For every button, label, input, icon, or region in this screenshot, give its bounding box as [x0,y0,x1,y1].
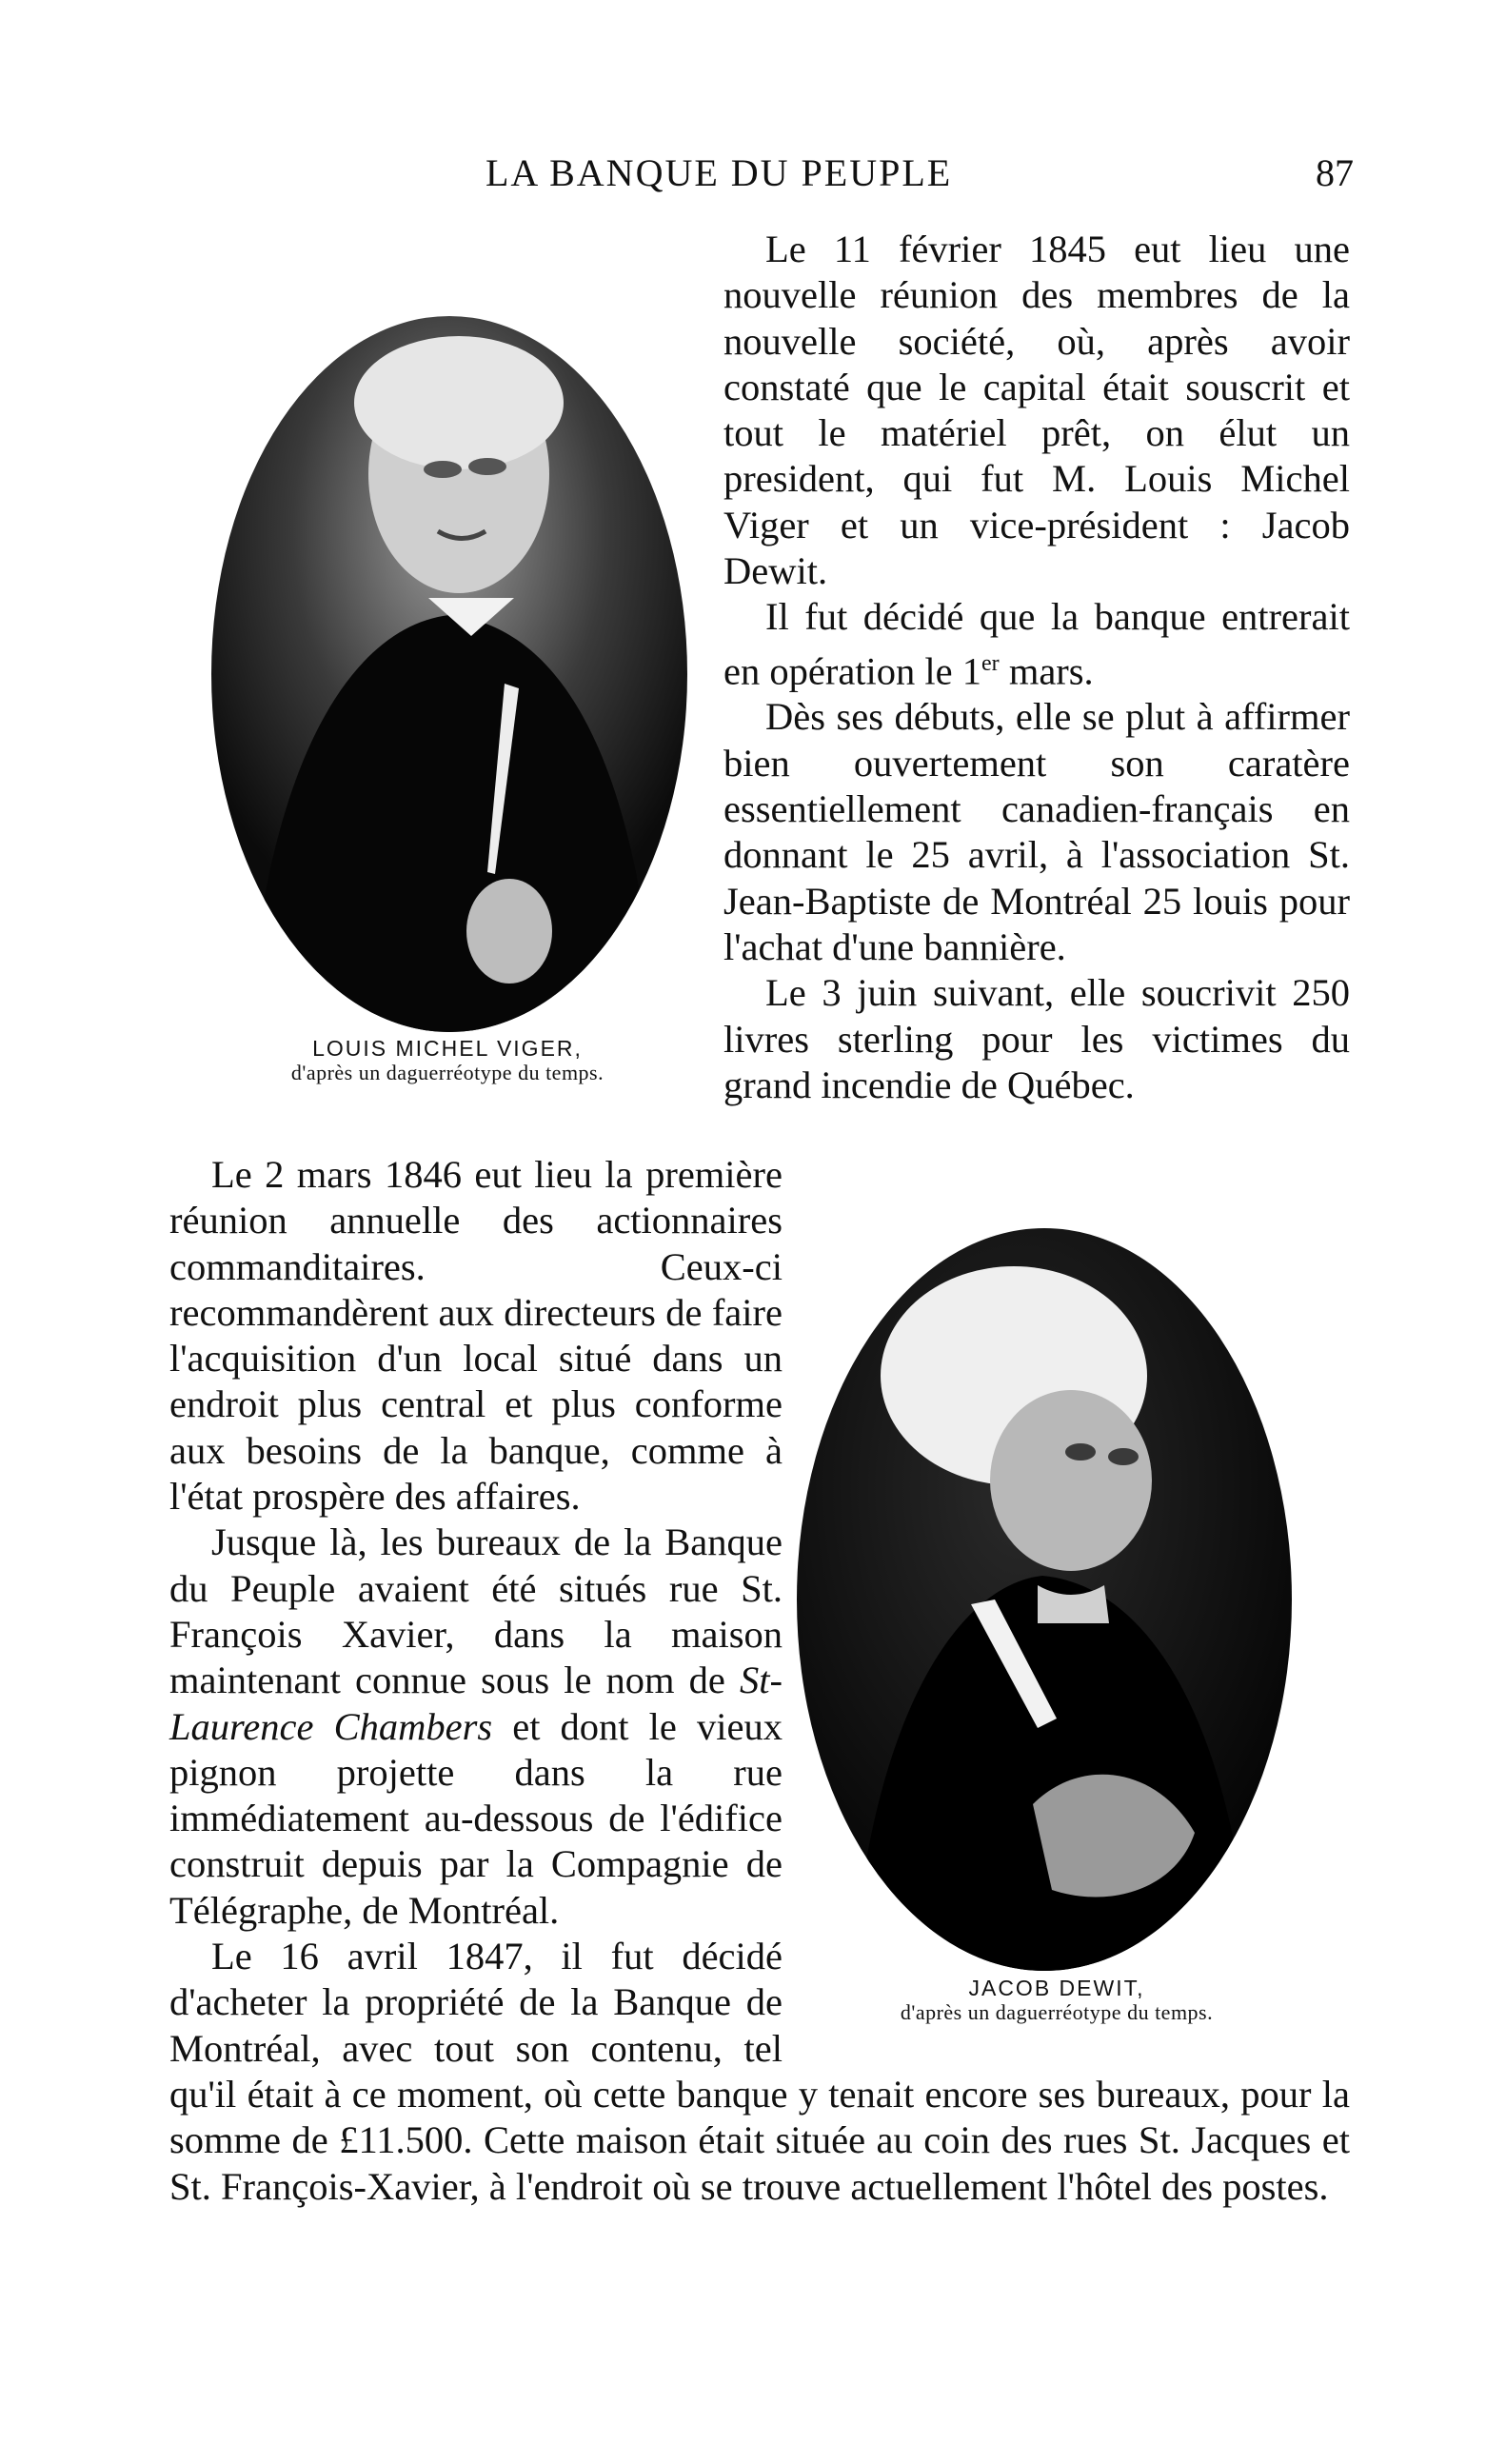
paragraph-text: et dont le vieux pignon projette dans la rue immédiatement au-dessous de l'édifice construit depuis par la Compagnie de Télégraphe, de Montréal. [169,1704,783,1932]
caption-name: JACOB DEWIT, [968,1976,1145,2000]
caption-subtitle: d'après un daguerréotype du temps. [290,1061,604,1085]
caption-subtitle: d'après un daguerréotype du temps. [900,2000,1214,2025]
paragraph-text: Le 11 février 1845 eut lieu une nouvelle réunion des membres de la nouvelle société, où, après avoir constaté que le capital était souscrit et tout le matériel prêt, on élut un president, qui fut M. Louis Michel Viger et un vice-président : Jacob Dewit. [723,228,1350,593]
paragraph-text: Le 3 juin suivant, elle soucrivit 250 livres sterling pour les victimes du grand incendie de Québec. [723,971,1350,1106]
ordinal-superscript: er [981,650,1000,676]
building-name: St-Laurence Chambers [169,1659,783,1748]
page-number: 87 [1316,151,1354,194]
caption-name: LOUIS MICHEL VIGER, [312,1036,583,1061]
right-figure-space [807,1142,1350,2027]
left-figure-space [169,318,703,1152]
paragraph-text: Le 16 avril 1847, il fut décidé d'acheter la propriété de la Banque de Montréal, avec tout son contenu, tel qu'il était à ce moment, où cette banque y tenait encore ses bureaux, pour la somme de £11.500. Cette maison était située au coin des rues St. Jacques et St. François-Xavier, à l'endroit où se trouve actuellement l'hôtel des postes. [169,1935,1350,2208]
paragraph-text: Le 2 mars 1846 eut lieu la première réunion annuelle des actionnaires commanditaires. Ceux-ci recommandèrent aux directeurs de faire l'acquisition d'un local situé dans un endroit plus central et plus conforme aux besoins de la banque, comme à l'état prospère des affaires. [169,1153,783,1519]
page-header [171,143,1354,200]
paragraph-text: Jusque là, les bureaux de la Banque du Peuple avaient été situés rue St. François Xavier, dans la maison maintenant connue sous le nom de [169,1520,783,1702]
paragraph-text: Il fut décidé que la banque entrerait en opération le 1 [723,595,1350,693]
running-title: LA BANQUE DU PEUPLE [485,151,953,194]
paragraph-text: mars. [999,649,1094,693]
paragraph-text: Dès ses débuts, elle se plut à affirmer bien ouvertement son caratère essentiellement canadien-français en donnant le 25 avril, à l'association St. Jean-Baptiste de Montréal 25 louis pour l'achat d'une bannière. [723,695,1350,968]
body-text [169,227,1350,2210]
